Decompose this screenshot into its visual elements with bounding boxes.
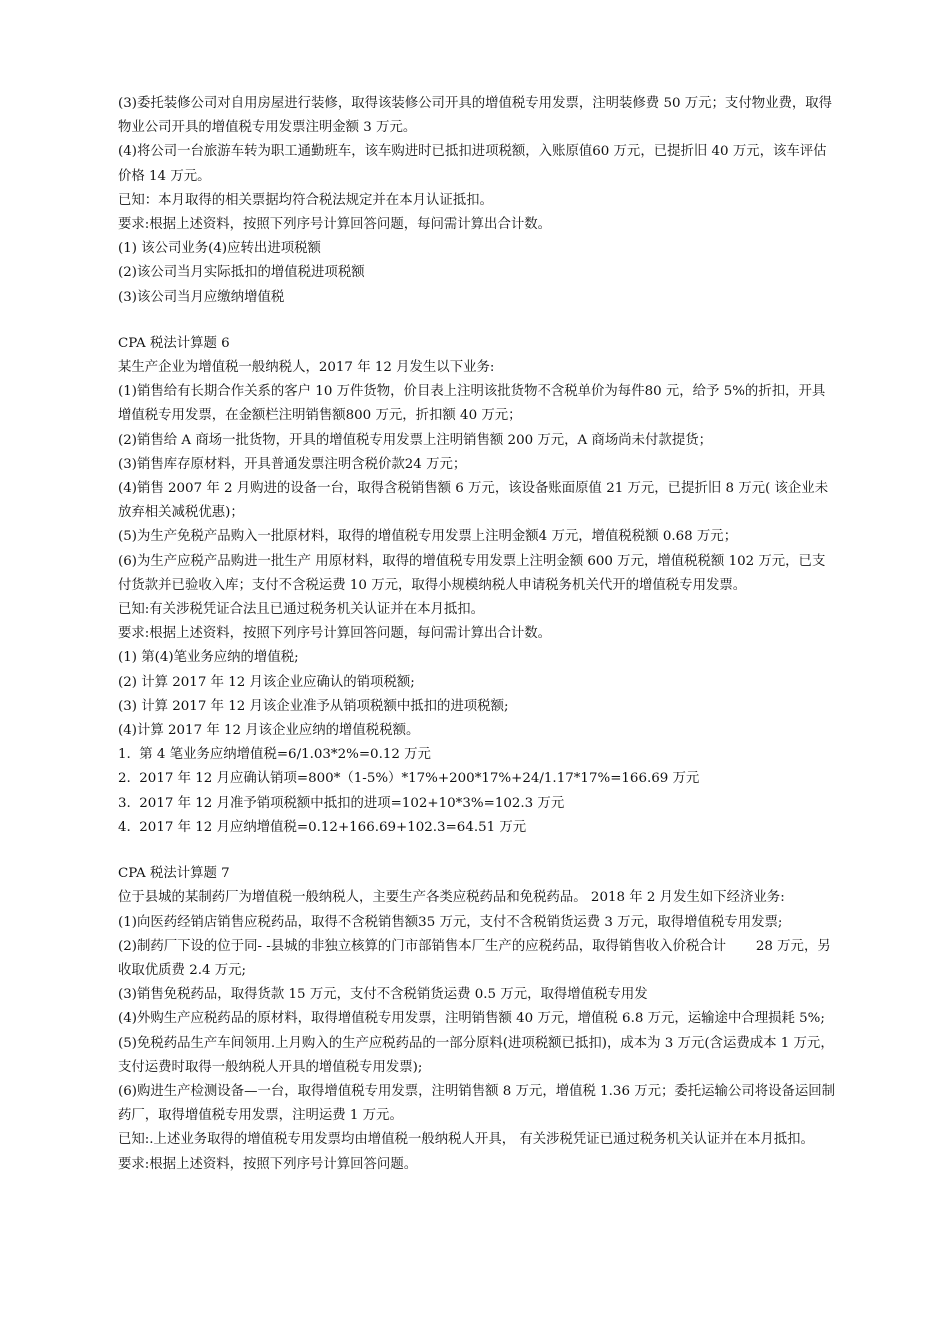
section-title: CPA 税法计算题 7 (118, 866, 230, 882)
paragraph: (6)购进生产检测设备—一台，取得增值税专用发票，注明销售额 8 万元，增值税 1.36 万元；委托运输公司将设备运回制药厂，取得增值税专用发票，注明运费 1 万元。 (118, 1083, 836, 1124)
answer-line: 4. 2017 年 12 月应纳增值税=0.12+166.69+102.3=64.51 万元 (118, 819, 527, 835)
paragraph: (1)销售给有长期合作关系的客户 10 万件货物，价目表上注明该批货物不含税单价为每件80 元，给予 5%的折扣，开具增值税专用发票，在金额栏注明销售额800 万元，折扣额 40 万元； (118, 384, 826, 424)
paragraph: 位于县城的某制药厂为增值税一般纳税人，主要生产各类应税药品和免税药品。 2018 年 2 月发生如下经济业务: (118, 890, 785, 906)
answer-line: 1. 第 4 笔业务应纳增值税=6/1.03*2%=0.12 万元 (118, 747, 431, 763)
paragraph: (4)销售 2007 年 2 月购进的设备一台，取得含税销售额 6 万元，该设备账面原值 21 万元，已提折旧 8 万元( 该企业未放弃相关减税优惠)； (118, 481, 829, 521)
section-title: CPA 税法计算题 6 (118, 335, 230, 351)
paragraph: 已知:.上述业务取得的增值税专用发票均由增值税一般纳税人开具， 有关涉税凭证已通过税务机关认证并在本月抵扣。 (118, 1132, 814, 1148)
section-question-7 (118, 862, 838, 1177)
answer-line: 2. 2017 年 12 月应确认销项=800*（1-5%）*17%+200*17%+24/1.17*17%=166.69 万元 (118, 771, 700, 787)
paragraph: (3)销售免税药品，取得货款 15 万元，支付不含税销货运费 0.5 万元，取得增值税专用发 (118, 987, 648, 1003)
paragraph: (3) 计算 2017 年 12 月该企业准予从销项税额中抵扣的进项税额; (118, 698, 509, 714)
paragraph: (5)为生产免税产品购入一批原材料，取得的增值税专用发票上注明金额4 万元，增值税税额 0.68 万元； (118, 529, 738, 545)
paragraph: (3)该公司当月应缴纳增值税 (118, 289, 285, 305)
paragraph: 已知：本月取得的相关票据均符合税法规定并在本月认证抵扣。 (118, 192, 493, 208)
paragraph: (1) 第(4)笔业务应纳的增值税; (118, 650, 299, 666)
paragraph: (2)该公司当月实际抵扣的增值税进项税额 (118, 265, 365, 281)
paragraph: 要求:根据上述资料，按照下列序号计算回答问题，每问需计算出合计数。 (118, 626, 552, 642)
paragraph: (2)制药厂下设的位于同- -县城的非独立核算的门市部销售本厂生产的应税药品，取得销售收入价税合计 28 万元，另收取优质费 2.4 万元; (118, 938, 831, 978)
paragraph: (2)销售给 A 商场一批货物，开具的增值税专用发票上注明销售额 200 万元，A 商场尚未付款提货； (118, 432, 712, 448)
answer-line: 3. 2017 年 12 月准予销项税额中抵扣的进项=102+10*3%=102.3 万元 (118, 795, 565, 811)
paragraph: 要求:根据上述资料，按照下列序号计算回答问题。 (118, 1156, 418, 1172)
paragraph: (4)外购生产应税药品的原材料，取得增值税专用发票，注明销售额 40 万元，增值税 6.8 万元，运输途中合理损耗 5%; (118, 1011, 825, 1027)
paragraph: 要求:根据上述资料，按照下列序号计算回答问题，每问需计算出合计数。 (118, 217, 552, 233)
paragraph: 某生产企业为增值税一般纳税人，2017 年 12 月发生以下业务: (118, 360, 495, 376)
paragraph: (3)销售库存原材料，开具普通发票注明含税价款24 万元； (118, 456, 467, 472)
paragraph: (1) 该公司业务(4)应转出进项税额 (118, 241, 321, 257)
paragraph: (4)将公司一台旅游车转为职工通勤班车，该车购进时已抵扣进项税额，入账原值60 万元，已提折旧 40 万元，该车评估价格 14 万元。 (118, 144, 827, 184)
block-previous-question (118, 92, 838, 310)
paragraph: (5)免税药品生产车间领用.上月购入的生产应税药品的一部分原料(进项税额已抵扣)，成本为 3 万元(含运费成本 1 万元，支付运费时取得一般纳税人开具的增值税专用发票); (118, 1035, 834, 1075)
document-page (118, 92, 838, 1177)
paragraph: (1)向医药经销店销售应税药品，取得不含税销售额35 万元，支付不含税销货运费 3 万元，取得增值税专用发票; (118, 914, 783, 930)
paragraph: (2) 计算 2017 年 12 月该企业应确认的销项税额; (118, 674, 415, 690)
paragraph: (4)计算 2017 年 12 月该企业应纳的增值税税额。 (118, 723, 420, 739)
section-question-6 (118, 332, 838, 840)
paragraph: (3)委托装修公司对自用房屋进行装修，取得该装修公司开具的增值税专用发票，注明装修费 50 万元；支付物业费，取得物业公司开具的增值税专用发票注明金额 3 万元。 (118, 96, 833, 136)
paragraph: (6)为生产应税产品购进一批生产 用原材料，取得的增值税专用发票上注明金额 600 万元，增值税税额 102 万元，已支付货款并已验收入库；支付不含税运费 10 万元，取得小规模纳税人申请税务机关代开的增值税专用发票。 (118, 553, 826, 593)
paragraph: 已知:有关涉税凭证合法且已通过税务机关认证并在本月抵扣。 (118, 602, 485, 618)
